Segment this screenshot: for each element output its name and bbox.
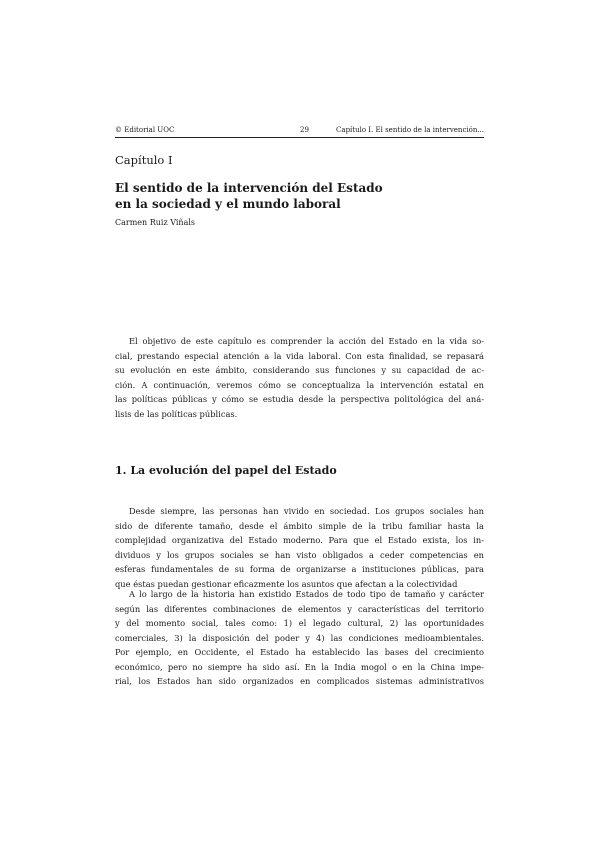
header-publisher: © Editorial UOC	[115, 126, 175, 134]
text-line: rial, los Estados han sido organizados en complicados sistemas administrativos	[115, 676, 484, 686]
header-chapter-title: Capítulo I. El sentido de la intervención...	[336, 126, 484, 134]
text-line: complejidad organizativa del Estado moderno. Para que el Estado exista, los in-	[115, 535, 484, 545]
body-paragraph-2	[115, 587, 484, 689]
section-heading: 1. La evolución del papel del Estado	[115, 464, 337, 477]
intro-paragraph	[115, 334, 484, 421]
text-line: económico, pero no siempre ha sido así. En la India mogol o en la China impe-	[115, 661, 484, 672]
text-line: dividuos y los grupos sociales se han visto obligados a ceder competencias en	[115, 549, 484, 560]
text-line: según las diferentes combinaciones de elementos y características del territorio	[115, 603, 484, 614]
text-line: A lo largo de la historia han existido Estados de todo tipo de tamaño y carácter	[129, 589, 484, 599]
chapter-title	[115, 180, 484, 212]
body-paragraph-1	[115, 504, 484, 591]
header-page-number: 29	[300, 126, 309, 134]
chapter-title-line: en la sociedad y el mundo laboral	[115, 197, 341, 211]
text-line: su evolución en este ámbito, considerando sus funciones y su capacidad de ac-	[115, 365, 484, 375]
text-line: que éstas puedan gestionar eficazmente los asuntos que afectan a la colectividad	[115, 578, 458, 589]
text-line: comerciales, 3) la disposición del poder y 4) las condiciones medioambientales.	[115, 632, 484, 643]
text-line: las políticas públicas y cómo se estudia desde la perspectiva politológica del aná-	[115, 394, 484, 404]
chapter-label: Capítulo I	[115, 153, 173, 167]
text-line: lisis de las políticas públicas.	[115, 408, 238, 419]
text-line: El objetivo de este capítulo es comprender la acción del Estado en la vida so-	[129, 336, 484, 346]
text-line: sido de diferente tamaño, desde el ámbito simple de la tribu familiar hasta la	[115, 520, 484, 531]
running-header	[115, 125, 484, 135]
header-rule	[115, 137, 484, 138]
text-line: Desde siempre, las personas han vivido en sociedad. Los grupos sociales han	[129, 506, 484, 516]
text-line: cial, prestando especial atención a la vida laboral. Con esta finalidad, se repasará	[115, 350, 484, 361]
text-line: esferas fundamentales de su forma de organizarse a instituciones públicas, para	[115, 564, 484, 574]
text-line: y del momento social, tales como: 1) el legado cultural, 2) las oportunidades	[115, 618, 484, 628]
text-line: ción. A continuación, veremos cómo se conceptualiza la intervención estatal en	[115, 379, 484, 390]
chapter-title-line: El sentido de la intervención del Estado	[115, 181, 383, 195]
text-line: Por ejemplo, en Occidente, el Estado ha establecido las bases del crecimiento	[115, 647, 484, 657]
chapter-author: Carmen Ruiz Viñals	[115, 218, 196, 227]
